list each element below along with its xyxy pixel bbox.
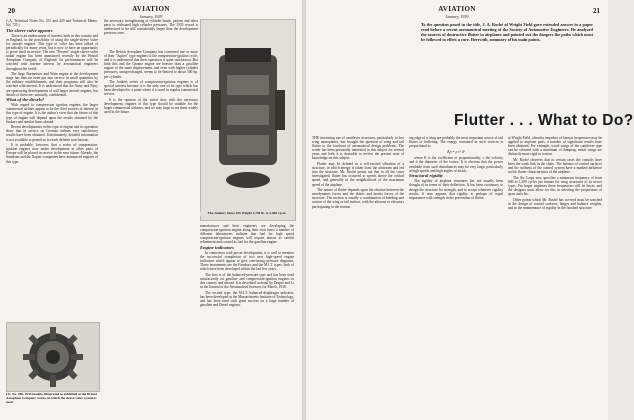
body-text: The Junkers series of compression-ignition engines is of special interest because it is the only one of its type which has been developed to a point where it is used in regular commercial service. xyxy=(104,80,198,97)
page-header xyxy=(306,5,608,19)
body-text: The first is of the balanced-pressure type and has been used satisfactorily on gasoline and compression-ignition engines in this country and abroad. It is described in detail by Draper and Li in the Journal of the Aeronautical Sciences for March, 1938. xyxy=(200,273,294,290)
radial-engine-image xyxy=(7,323,99,391)
left-page xyxy=(0,0,302,420)
body-text: Other points which Mr. Roché has covered must be watched in the design of control surfaces, hinges and balance weights, and in the maintenance of rigidity in the finished structure. xyxy=(508,197,602,210)
body-text: at Wright Field, whereby impulses of known frequencies may be applied to airplane parts, a number of significant results have been obtained. For example, wood wings of the cantilever type can be vibrated with a minimum of damping, metal wings are distinctly more rigid in torsion. xyxy=(508,136,602,157)
section-heading: Engine indicators xyxy=(200,244,234,250)
body-text: Recent developments in this type of engine and its operation show that in service on German airlines very satisfactory results have been obtained. Unfortunately, detailed information is not available to permit us to reach definite conclusions. xyxy=(6,125,98,142)
article-intro: To the question posed in the title, J. A. Roché of Wright Field gave extended answer in a paper read before a recent aeronautical meeting of the Society of Automotive Engineers. He analyzed the sources of destructive flutter in airplanes and pointed out the dangers the paths which must be followed to effect a cure. Herewith, summary of his main points. xyxy=(421,22,593,42)
formula: Kp = ρ v² d² xyxy=(447,150,465,155)
body-text: The large Burmeister and Wain engine at the development stage has thus far been put into service in small quantities by the military establishments, and their programs will also be watched with interest. It is understood that the Army and Navy are sponsoring developments of still larger aircraft engines, but details of these are, naturally, confidential. xyxy=(6,72,98,97)
body-text: The nature of flutter depends upon the relation between the aerodynamic forces and the elastic and inertia forces of the structure. The motion is usually a combination of bending and torsion of the wing or tail surface, with the ailerons or elevators participating in the motion. xyxy=(312,188,404,209)
blank-space xyxy=(314,30,410,120)
section-heading: Structural rigidity xyxy=(409,173,444,179)
body-text: C.A. Technical Notes No. 231 and 429 and Technical Memo. No. 725.) xyxy=(6,19,98,28)
body-text: The rigidity of airplane structures has not usually been thought of in terms of their deflection. It has been customary to design the structure for strength, and to accept whatever rigidity results. It now appears that rigidity is perhaps of equal importance with strength in the prevention of flutter. xyxy=(409,179,503,200)
article-column-3 xyxy=(508,136,602,406)
body-text: There is an undercurrent of interest, both in this country and in England, in the possibility of using the single-sleeve valve for aircraft engines. This type of valve has been talked of periodically for many years, but is now to have an opportunity to prove itself in service. The new "Perseus" single sleeve valve radial engine has been announced recently by the Bristol Aeroplane Company of England. Its performances will be watched with intense interest by aeronautical engineers throughout the world. xyxy=(6,33,98,71)
page-number: 21 xyxy=(593,7,600,15)
article-column-1 xyxy=(6,19,98,319)
body-text: where K is the coefficient of proportionality, v the velocity and d the diameter of the vortex. It is obvious that the power available from such disturbances may be very large, particularly at high speeds and high angles of attack. xyxy=(409,156,503,173)
header-date: January, 1939 xyxy=(139,14,163,19)
body-text: the necessary strengthening of cylinder heads, pistons and other parts to withstand high cylinder pressures. The 1935 record is understood to be still considerably larger than the development previous ones. xyxy=(104,19,198,36)
engine-photo xyxy=(6,322,100,392)
body-text: It is probable, however, that a series of compression-ignition engines now under development in other parts of Europe will be placed in service in the near future. Already, the Sunbeam and the Napier companies have announced engines of this type. xyxy=(6,143,98,164)
article-column-2 xyxy=(409,136,503,406)
header-title: AVIATION xyxy=(438,5,476,13)
diesel-engine-image xyxy=(201,20,295,220)
body-text: ing edge of a wing are probably the most important source of tail flutter or buffeting. The energy contained in such vortices is proportional to xyxy=(409,136,503,149)
body-text: The second type, the M.I.T. balanced-diaphragm indicator, has been developed at the Massachusetts Institute of Technology, and has been used with great success on a large number of gasoline and Diesel engines. xyxy=(200,290,294,308)
body-text: Flutter may be defined as a self-excited vibration of a structure, in which energy is taken from the airstream and fed into the structure. Mr. Roché points out that in all the cases investigated, flutter has occurred at speeds above the critical speed, and generally in the neighborhood of the maximum speed of the airplane. xyxy=(312,162,404,187)
header-title: AVIATION xyxy=(132,5,170,13)
header-date: January, 1939 xyxy=(445,14,469,19)
article-column-3 xyxy=(200,224,294,404)
article-column-1 xyxy=(312,136,404,406)
figure-caption: Lit. No. 280, 1935 models, illustrated as exhibited at the Bristol Aeroplane Company works, in which the sleeve valve system is used. xyxy=(6,392,97,404)
body-text: Mr. Roché observes that in certain cases the controls have been the weak link in the chain. The balance of control surfaces and the stiffness of the control system have a marked influence on the flutter characteristics of the airplane. xyxy=(508,157,602,175)
body-text: It is the opinion of the writer that, with the necessary development, engines of this type should be suitable for the larger commercial airliners, and we may hope to see them widely used in the future. xyxy=(104,98,198,115)
article-column-2-top xyxy=(104,19,198,47)
page-number: 20 xyxy=(8,7,15,15)
article-headline: Flutter . . . What to Do? xyxy=(454,112,634,129)
article-column-2 xyxy=(104,50,198,400)
figure-caption: The Junkers Jumo 205 Weight 1,250 lb. at 2,000 r.p.m. xyxy=(200,212,294,216)
body-text: The Air Corps now specifies a minimum frequency of from 600 to 1,200 cycles per minute for wing structures of its newer types. For larger airplanes these frequencies will be lower, and the designer must allow for this in selecting the proportions of spars and ribs. xyxy=(508,175,602,197)
body-text: manufacturer and their engineers are developing the compression-ignition engine along their own lines; a number of different laboratories indicate that fuel for high speed compression-ignition engines will require almost as careful refinement and control as fuel for the gasoline engine. xyxy=(200,224,294,245)
section-heading: The sleeve valve appears xyxy=(6,27,53,33)
right-page xyxy=(306,0,634,420)
section-heading: What of the diesels? xyxy=(6,97,45,103)
page-header xyxy=(0,5,302,19)
body-text: The British Aeroplane Company has converted one or more of their "Jupiter" type engines to the compression-ignition cycle, and it is understood that their operation is quite satisfactory. But both this and the Gnome engine are heavier than a gasoline engine of the same displacement, and even with higher cylinder pressures, unsupercharged, seems to be limited to about 100 hp. per cylinder. xyxy=(104,50,198,79)
body-text: THE increasing use of cantilever structures, particularly in low wing monoplanes, has brought the question of wing and tail flutter to the forefront of aeronautical design problems. The writer has been personally interested in this subject for several years and feels it is desirable to review the present state of knowledge on this subject. xyxy=(312,136,404,161)
body-text: With regard to compression ignition engines, the larger commercial airlines appear to be the chief sources of interest in this type of engine. It is the author's view that the future of this type of engine will depend upon the results obtained by the Junkers and similar firms abroad. xyxy=(6,103,98,124)
body-text: In connection with power development, it is well to mention the successful completion of two new high-speed engine indicators which appear to give convincing pressure diagrams. These instruments are the Farnboro and the M.I.T. types, both of which have been developed within the last few years. xyxy=(200,251,294,272)
diesel-engine-photo xyxy=(200,19,296,221)
